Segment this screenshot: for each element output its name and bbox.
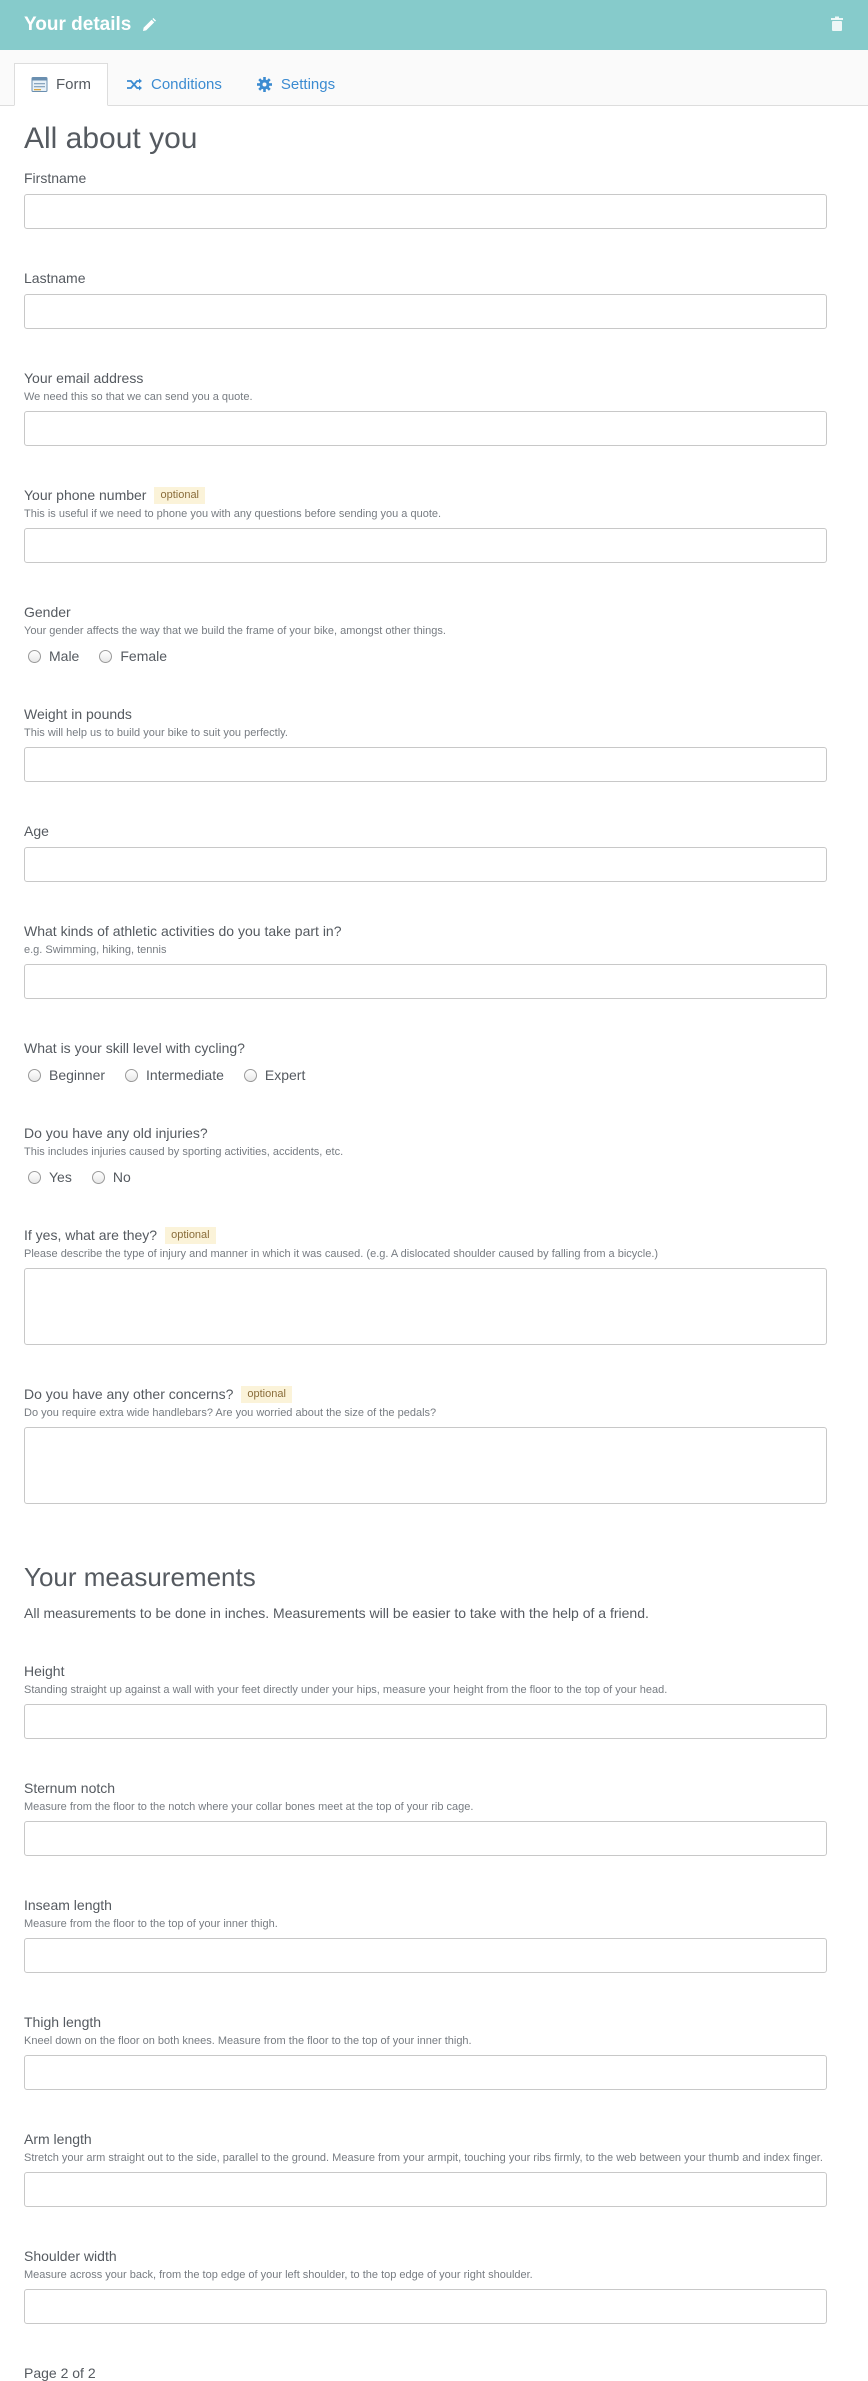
optional-badge: optional [154, 487, 205, 504]
label-text: Height [24, 1663, 65, 1679]
tab-bar [0, 50, 868, 106]
field-skill [24, 1040, 844, 1084]
field-label [24, 604, 844, 621]
gender-radio-group [24, 647, 844, 665]
field-help: Measure from the floor to the notch where your collar bones meet at the top of your rib cage. [24, 1801, 474, 1813]
field-label [24, 706, 844, 723]
field-label [24, 1040, 844, 1057]
field-help: Measure across your back, from the top edge of your left shoulder, to the top edge of your right shoulder. [24, 2269, 533, 2281]
field-help: Stretch your arm straight out to the side, parallel to the ground. Measure from your armpit, touching your ribs firmly, to the web between your thumb and index finger. [24, 2152, 823, 2164]
radio-button[interactable] [125, 1069, 138, 1082]
field-thigh [24, 2014, 844, 2090]
field-email [24, 370, 844, 446]
field-help: This includes injuries caused by sporting activities, accidents, etc. [24, 1146, 344, 1158]
field-label [24, 1125, 844, 1142]
label-text: Inseam length [24, 1897, 112, 1913]
field-help: This will help us to build your bike to suit you perfectly. [24, 727, 288, 739]
age-input[interactable] [24, 847, 827, 882]
tab-form[interactable] [14, 63, 108, 106]
pencil-icon[interactable] [141, 17, 157, 33]
field-label [24, 2131, 844, 2148]
radio-label: Beginner [49, 1067, 106, 1083]
field-lastname [24, 270, 844, 329]
field-sternum [24, 1780, 844, 1856]
weight-input[interactable] [24, 747, 827, 782]
tab-conditions-label: Conditions [151, 75, 222, 93]
radio-label: Female [120, 648, 168, 664]
optional-badge: optional [165, 1227, 216, 1244]
label-text: Do you have any other concerns? [24, 1386, 234, 1402]
radio-label: Male [49, 648, 80, 664]
optional-badge: optional [241, 1386, 292, 1403]
phone-input[interactable] [24, 528, 827, 563]
field-phone [24, 487, 844, 563]
label-text: Firstname [24, 170, 87, 186]
field-help: Measure from the floor to the top of your inner thigh. [24, 1918, 278, 1930]
field-firstname [24, 170, 844, 229]
skill-option-beginner[interactable] [28, 1067, 105, 1083]
shuffle-icon [126, 76, 143, 93]
field-gender [24, 604, 844, 665]
field-injury-details [24, 1227, 844, 1345]
page-indicator: Page 2 of 2 [24, 2365, 96, 2381]
injuries-option-no[interactable] [92, 1169, 131, 1185]
label-text: What kinds of athletic activities do you take part in? [24, 923, 342, 939]
skill-option-intermediate[interactable] [125, 1067, 224, 1083]
gender-option-male[interactable] [28, 648, 79, 664]
section-title-about: All about you [24, 122, 198, 155]
form-icon [31, 76, 48, 93]
panel-header [0, 0, 868, 50]
field-concerns [24, 1386, 844, 1504]
field-weight [24, 706, 844, 782]
radio-button[interactable] [244, 1069, 257, 1082]
sternum-input[interactable] [24, 1821, 827, 1856]
field-label [24, 370, 844, 387]
label-text: Thigh length [24, 2014, 102, 2030]
injury-details-textarea[interactable] [24, 1268, 827, 1345]
radio-button[interactable] [92, 1171, 105, 1184]
field-inseam [24, 1897, 844, 1973]
field-age [24, 823, 844, 882]
thigh-input[interactable] [24, 2055, 827, 2090]
injuries-option-yes[interactable] [28, 1169, 72, 1185]
field-label [24, 2248, 844, 2265]
tab-form-label: Form [56, 76, 91, 93]
field-shoulder [24, 2248, 844, 2324]
concerns-textarea[interactable] [24, 1427, 827, 1504]
field-label [24, 823, 844, 840]
tab-settings-label: Settings [280, 75, 336, 93]
activities-input[interactable] [24, 964, 827, 999]
radio-label: No [112, 1169, 131, 1185]
label-text: Your email address [24, 370, 144, 386]
label-text: Sternum notch [24, 1780, 116, 1796]
trash-icon[interactable] [830, 16, 844, 32]
label-text: Age [24, 823, 49, 839]
label-text: Do you have any old injuries? [24, 1125, 208, 1141]
label-text: Shoulder width [24, 2248, 117, 2264]
label-text: If yes, what are they? [24, 1227, 158, 1243]
section-title-measurements: Your measurements [24, 1562, 256, 1592]
field-label [24, 1663, 844, 1680]
email-input[interactable] [24, 411, 827, 446]
tab-conditions[interactable] [110, 63, 238, 105]
firstname-input[interactable] [24, 194, 827, 229]
field-arm [24, 2131, 844, 2207]
field-help: Your gender affects the way that we build the frame of your bike, amongst other things. [24, 625, 446, 637]
field-help: This is useful if we need to phone you with any questions before sending you a quote. [24, 508, 442, 520]
field-label [24, 1780, 844, 1797]
field-label [24, 923, 844, 940]
skill-option-expert[interactable] [244, 1067, 305, 1083]
field-help: Do you require extra wide handlebars? Are you worried about the size of the pedals? [24, 1407, 437, 1419]
label-text: Gender [24, 604, 71, 620]
label-text: Your phone number [24, 487, 147, 503]
section-intro: All measurements to be done in inches. Measurements will be easier to take with the help of a friend. [24, 1605, 649, 1621]
field-help: e.g. Swimming, hiking, tennis [24, 944, 167, 956]
field-label [24, 170, 844, 187]
field-activities [24, 923, 844, 999]
field-label [24, 1897, 844, 1914]
radio-label: Yes [49, 1169, 72, 1185]
gender-option-female[interactable] [99, 648, 167, 664]
skill-radio-group [24, 1066, 844, 1084]
field-label [24, 1227, 844, 1244]
arm-input[interactable] [24, 2172, 827, 2207]
height-input[interactable] [24, 1704, 827, 1739]
field-label [24, 2014, 844, 2031]
lastname-input[interactable] [24, 294, 827, 329]
panel-title: Your details [24, 14, 132, 35]
form-content [0, 122, 868, 2381]
field-help: Kneel down on the floor on both knees. Measure from the floor to the top of your inner thigh. [24, 2035, 472, 2047]
field-label [24, 487, 844, 504]
field-label [24, 270, 844, 287]
field-label [24, 1386, 844, 1403]
injuries-radio-group [24, 1168, 844, 1186]
gear-icon [256, 76, 273, 93]
tab-settings[interactable] [240, 63, 351, 105]
shoulder-input[interactable] [24, 2289, 827, 2324]
field-help: Please describe the type of injury and manner in which it was caused. (e.g. A dislocated shoulder caused by falling from a bicycle.) [24, 1248, 659, 1260]
field-help: Standing straight up against a wall with your feet directly under your hips, measure your height from the floor to the top of your head. [24, 1684, 668, 1696]
label-text: What is your skill level with cycling? [24, 1040, 245, 1056]
label-text: Weight in pounds [24, 706, 132, 722]
radio-label: Expert [264, 1067, 306, 1083]
inseam-input[interactable] [24, 1938, 827, 1973]
field-help: We need this so that we can send you a quote. [24, 391, 253, 403]
radio-button[interactable] [28, 650, 41, 663]
radio-button[interactable] [99, 650, 112, 663]
radio-button[interactable] [28, 1171, 41, 1184]
label-text: Arm length [24, 2131, 92, 2147]
label-text: Lastname [24, 270, 86, 286]
field-height [24, 1663, 844, 1739]
radio-button[interactable] [28, 1069, 41, 1082]
radio-label: Intermediate [146, 1067, 224, 1083]
field-injuries [24, 1125, 844, 1186]
